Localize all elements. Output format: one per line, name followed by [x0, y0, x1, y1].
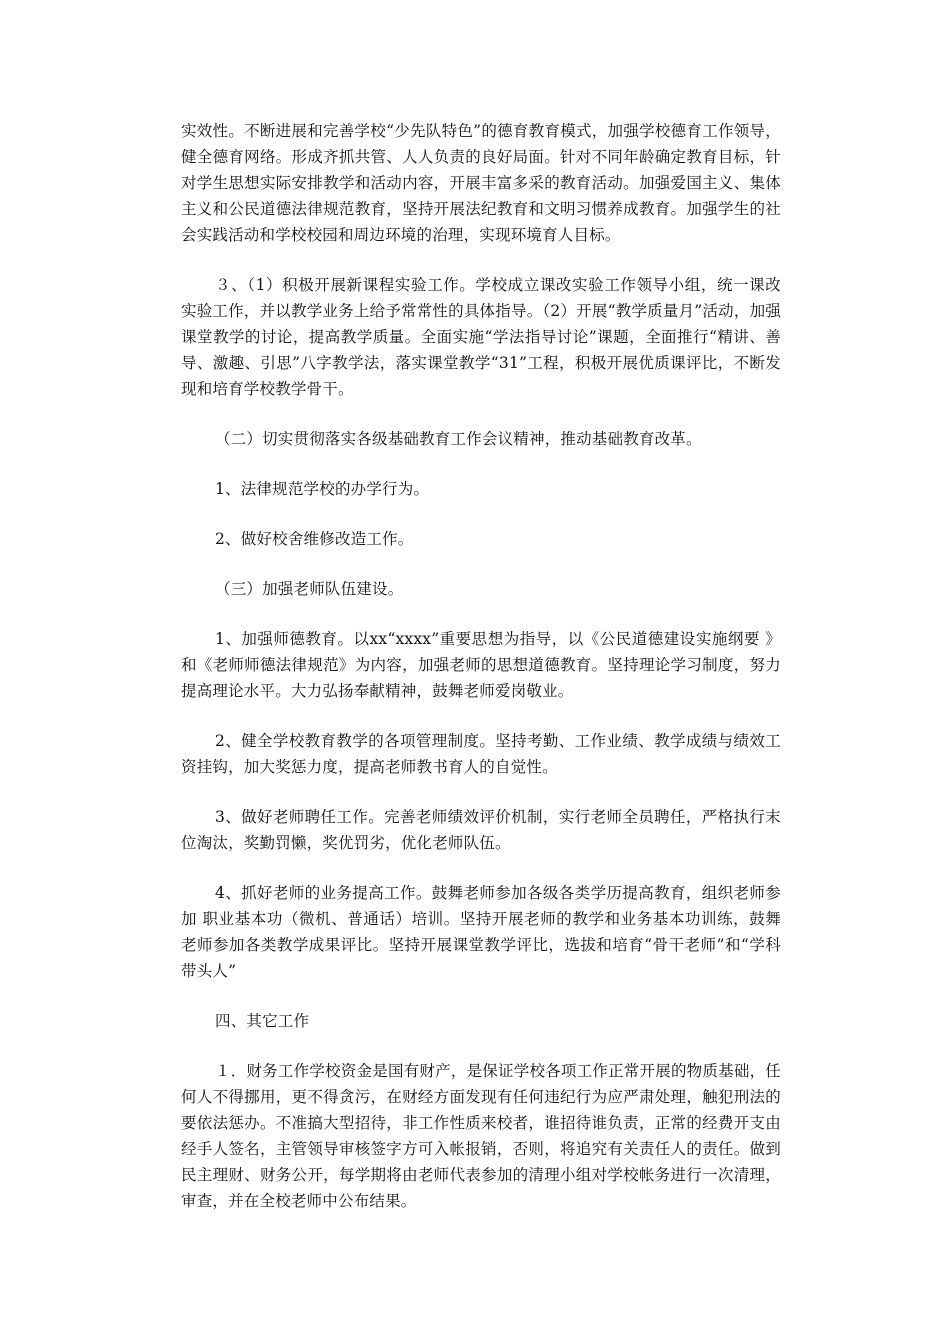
paragraph-building-repair: 2、做好校舍维修改造工作。	[215, 530, 414, 548]
paragraph-moral-education-continued: 实效性。不断进展和完善学校“少先队特色”的德育教育模式，加强学校德育工作领导，健全德育网络。形成齐抓共管、人人负责的良好局面。针对不同年龄确定教育目标，针对学生思想实际安排教学和活动内容，开展丰富多采的教育活动。加强爱国主义、集体主义和公民道德法律规范教育，坚持开展法纪教育和文明习惯养成教育。加强学生的社会实践活动和学校校园和周边环境的治理，实现环境育人目标。	[181, 122, 781, 244]
paragraph-management-system: 2、健全学校教育教学的各项管理制度。坚持考勤、工作业绩、教学成绩与绩效工资挂钩，加大奖惩力度，提高老师教书育人的自觉性。	[181, 732, 781, 776]
section-heading-basic-education: （二）切实贯彻落实各级基础教育工作会议精神，推动基础教育改革。	[215, 430, 702, 448]
document-body	[181, 118, 781, 1238]
paragraph-school-conduct: 1、法律规范学校的办学行为。	[215, 480, 430, 498]
paragraph-teacher-hiring: 3、做好老师聘任工作。完善老师绩效评价机制，实行老师全员聘任，严格执行末位淘汰，奖勤罚懒，奖优罚劣，优化老师队伍。	[181, 808, 781, 852]
paragraph-teacher-ethics: 1、加强师德教育。以xx“xxxx”重要思想为指导，以《公民道德建设实施纲要 》和《老师师德法律规范》为内容，加强老师的思想道德教育。坚持理论学习制度，努力提高理论水平。大力弘扬奉献精神，鼓舞老师爱岗敬业。	[181, 630, 781, 700]
section-heading-teacher-team: （三）加强老师队伍建设。	[215, 580, 404, 598]
paragraph-teacher-training: 4、抓好老师的业务提高工作。鼓舞老师参加各级各类学历提高教育，组织老师参加 职业基本功（微机、普通话）培训。坚持开展老师的教学和业务基本功训练，鼓舞老师参加各类教学成果评比。坚持开展课堂教学评比，选拔和培育“骨干老师”和“学科带头人”	[181, 884, 781, 980]
section-heading-other-work: 四、其它工作	[215, 1012, 310, 1030]
paragraph-finance-work: １．财务工作学校资金是国有财产，是保证学校各项工作正常开展的物质基础，任何人不得挪用，更不得贪污，在财经方面发现有任何违纪行为应严肃处理，触犯刑法的要依法惩办。不准搞大型招待，非工作性质来校者，谁招待谁负责，正常的经费开支由经手人签名，主管领导审核签字方可入帐报销，否则，将追究有关责任人的责任。做到民主理财、财务公开，每学期将由老师代表参加的清理小组对学校帐务进行一次清理，审查，并在全校老师中公布结果。	[181, 1062, 781, 1210]
paragraph-curriculum-reform: ３、（1）积极开展新课程实验工作。学校成立课改实验工作领导小组，统一课改实验工作，并以教学业务上给予常常性的具体指导。（2）开展“教学质量月”活动，加强课堂教学的讨论，提高教学质量。全面实施“学法指导讨论”课题，全面推行“精讲、善导、激趣、引思”八字教学法，落实课堂教学“31”工程，积极开展优质课评比，不断发现和培育学校教学骨干。	[181, 276, 781, 398]
